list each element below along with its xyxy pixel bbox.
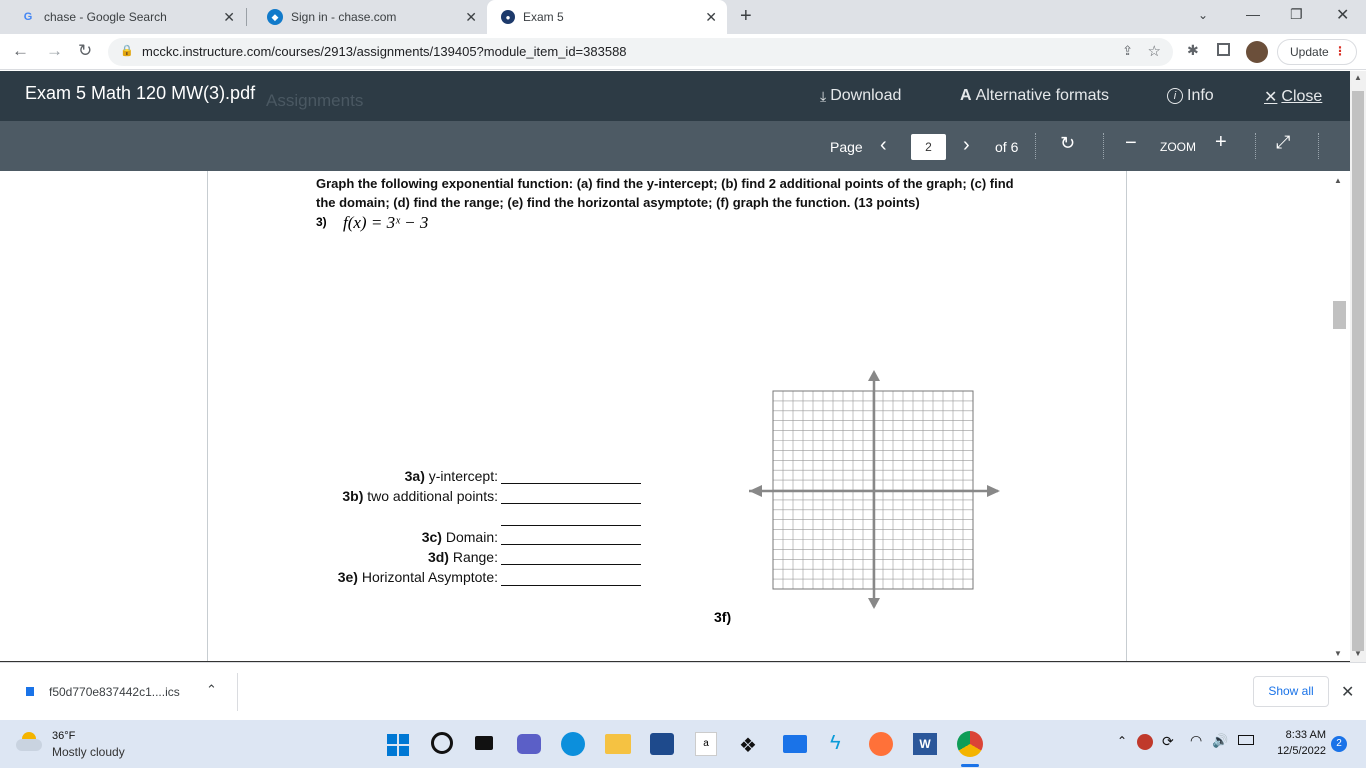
canvas-icon: ● xyxy=(501,10,515,24)
file-icon xyxy=(26,687,34,696)
answer-key: 3b) xyxy=(342,488,364,504)
store-icon[interactable] xyxy=(650,733,674,755)
update-label: Update xyxy=(1290,45,1329,59)
google-icon: G xyxy=(23,11,33,23)
clock-time[interactable]: 8:33 AM xyxy=(1285,729,1326,741)
download-file-name[interactable]: f50d770e837442c1....ics xyxy=(49,685,180,699)
chrome-icon[interactable] xyxy=(957,731,983,757)
more-menu-icon: ⋮ xyxy=(1334,44,1346,58)
task-view-icon[interactable] xyxy=(475,736,493,750)
page-number-input[interactable]: 2 xyxy=(911,134,946,160)
scroll-up-arrow-icon[interactable]: ▲ xyxy=(1334,176,1342,185)
toolbar-divider xyxy=(1255,133,1256,159)
windows-start-icon[interactable] xyxy=(387,734,409,756)
side-panel-icon[interactable] xyxy=(1217,43,1230,56)
close-button[interactable] xyxy=(1264,87,1322,107)
answer-3e xyxy=(268,569,498,585)
notification-badge[interactable]: 2 xyxy=(1331,736,1347,752)
clock-date[interactable]: 12/5/2022 xyxy=(1277,745,1326,757)
close-label: Close xyxy=(1281,88,1323,105)
page-label: Page xyxy=(830,139,863,155)
document-scrollbar[interactable] xyxy=(1330,171,1350,662)
answer-blank[interactable] xyxy=(501,525,641,526)
previous-page-icon[interactable]: ‹ xyxy=(880,134,887,156)
page-scroll-up-icon[interactable]: ▲ xyxy=(1354,73,1362,82)
close-shelf-icon[interactable]: ✕ xyxy=(1341,684,1355,701)
amazon-icon[interactable]: a xyxy=(695,732,717,756)
tab-exam-5[interactable] xyxy=(487,0,727,34)
extensions-icon[interactable]: ✱ xyxy=(1187,42,1199,58)
onedrive-sync-icon[interactable]: ⟳ xyxy=(1162,733,1174,749)
file-title: Exam 5 Math 120 MW(3).pdf xyxy=(25,83,256,103)
show-hidden-icons-icon[interactable]: ⌃ xyxy=(1117,734,1128,748)
battery-icon[interactable] xyxy=(1238,735,1254,745)
graph-label: 3f) xyxy=(714,609,732,625)
address-bar[interactable] xyxy=(108,38,1173,66)
answer-blank[interactable] xyxy=(501,564,641,565)
toolbar-divider xyxy=(1318,133,1319,159)
share-icon[interactable]: ⇪ xyxy=(1122,43,1133,58)
download-shelf xyxy=(0,662,1366,720)
page-scrollbar[interactable] xyxy=(1350,71,1366,662)
reload-icon[interactable]: ↻ xyxy=(78,41,93,60)
update-button[interactable] xyxy=(1277,39,1357,65)
teams-chat-icon[interactable] xyxy=(517,734,541,754)
viewer-toolbar xyxy=(0,121,1350,171)
problem-number: 3) xyxy=(316,215,327,229)
page-scroll-thumb[interactable] xyxy=(1352,91,1364,651)
active-app-indicator xyxy=(961,764,979,767)
search-icon[interactable] xyxy=(431,732,453,754)
tab-title: chase - Google Search xyxy=(44,10,167,24)
answer-key: 3d) xyxy=(427,549,449,565)
tab-title: Sign in - chase.com xyxy=(291,10,397,24)
answer-label: y-intercept: xyxy=(424,468,498,484)
x-axis-left-arrow xyxy=(749,485,762,497)
browser-toolbar xyxy=(0,34,1366,70)
download-label: Download xyxy=(830,87,902,104)
download-icon: ⤓ xyxy=(820,87,827,104)
page-count: of 6 xyxy=(995,139,1019,155)
info-label: Info xyxy=(1187,87,1214,104)
toolbar-divider xyxy=(1035,133,1036,159)
scroll-down-arrow-icon[interactable]: ▼ xyxy=(1334,649,1342,658)
chase-icon: ◆ xyxy=(267,9,283,25)
answer-blank[interactable] xyxy=(501,483,641,484)
pdf-page xyxy=(207,171,1127,662)
info-icon: i xyxy=(1167,88,1183,104)
alternative-formats-icon: A xyxy=(960,87,972,104)
tab-chase-signin[interactable] xyxy=(247,0,487,34)
weather-condition[interactable]: Mostly cloudy xyxy=(52,745,125,759)
toolbar-divider xyxy=(1103,133,1104,159)
lightning-app-icon[interactable]: ϟ xyxy=(830,732,841,754)
answer-3d xyxy=(308,549,498,565)
volume-icon[interactable]: 🔊 xyxy=(1212,733,1229,748)
close-tab-icon[interactable]: ✕ xyxy=(223,9,235,25)
minimize-icon[interactable]: — xyxy=(1246,6,1260,22)
tray-app-icon[interactable] xyxy=(1137,734,1153,750)
zoom-label: ZOOM xyxy=(1160,140,1196,154)
coordinate-grid xyxy=(746,367,1006,611)
download-button[interactable] xyxy=(820,87,901,105)
x-axis-right-arrow xyxy=(987,485,1000,497)
alternative-formats-label: Alternative formats xyxy=(975,87,1109,104)
answer-label: Domain: xyxy=(441,529,498,545)
answer-label: Horizontal Asymptote: xyxy=(357,569,498,585)
close-icon: ✕ xyxy=(1264,89,1278,106)
instructions-text: Graph the following exponential function: (a) find the y-intercept; (b) find 2 additional points of the graph; (c) find the domain; (d) find the range; (e) find the horizontal asymptote; (f) graph the function. (13 points) xyxy=(316,176,1014,210)
alternative-formats-button[interactable] xyxy=(960,87,1109,105)
tab-google-search[interactable] xyxy=(0,0,245,34)
answer-blank[interactable] xyxy=(501,585,641,586)
tab-search-chevron-icon[interactable]: ⌄ xyxy=(1198,8,1209,22)
mail-icon[interactable] xyxy=(783,735,807,753)
profile-avatar[interactable] xyxy=(1246,41,1268,63)
dropbox-icon[interactable]: ❖ xyxy=(739,735,757,757)
answer-key: 3c) xyxy=(421,529,442,545)
weather-icon[interactable] xyxy=(16,732,42,752)
wifi-icon[interactable]: ◠ xyxy=(1190,732,1203,748)
restore-icon[interactable]: ❐ xyxy=(1290,6,1303,22)
scroll-thumb[interactable] xyxy=(1333,301,1346,329)
tab-title: Exam 5 xyxy=(523,10,564,24)
function-expression: f(x) = 3ˣ − 3 xyxy=(343,213,429,232)
show-all-button[interactable]: Show all xyxy=(1253,676,1329,707)
close-window-icon[interactable]: ✕ xyxy=(1336,7,1350,24)
edge-icon[interactable] xyxy=(561,732,585,756)
chevron-up-icon[interactable]: ⌃ xyxy=(206,682,217,697)
back-icon[interactable]: ← xyxy=(12,41,29,60)
viewer-header xyxy=(0,71,1350,121)
tab-strip xyxy=(0,0,1366,34)
rotate-icon[interactable]: ↻ xyxy=(1060,133,1076,153)
fullscreen-icon[interactable]: ⤢ xyxy=(1276,132,1291,152)
lock-icon: 🔒 xyxy=(120,45,134,57)
y-axis-up-arrow xyxy=(868,370,880,381)
bookmark-star-icon[interactable]: ☆ xyxy=(1147,43,1161,60)
forward-icon[interactable]: → xyxy=(46,41,63,60)
next-page-icon[interactable]: › xyxy=(963,134,970,156)
y-axis-down-arrow xyxy=(868,598,880,609)
zoom-out-icon[interactable]: − xyxy=(1125,132,1137,154)
background-breadcrumb: Assignments xyxy=(266,91,364,110)
zoom-in-icon[interactable]: + xyxy=(1215,131,1227,153)
new-tab-button[interactable]: + xyxy=(740,5,752,27)
answer-3b xyxy=(268,488,498,504)
close-tab-icon[interactable]: ✕ xyxy=(705,9,717,25)
answer-blank[interactable] xyxy=(501,544,641,545)
firefox-icon[interactable] xyxy=(869,732,893,756)
answer-label: two additional points: xyxy=(363,488,498,504)
answer-key: 3e) xyxy=(337,569,358,585)
answer-blank[interactable] xyxy=(501,503,641,504)
answer-key: 3a) xyxy=(404,468,425,484)
page-scroll-down-icon[interactable]: ▼ xyxy=(1354,649,1362,658)
answer-3a xyxy=(308,468,498,484)
answer-label: Range: xyxy=(448,549,498,565)
shelf-divider xyxy=(237,673,238,711)
answer-3c xyxy=(308,529,498,545)
taskbar xyxy=(0,720,1366,768)
info-button[interactable] xyxy=(1167,87,1214,105)
close-tab-icon[interactable]: ✕ xyxy=(465,9,477,25)
word-icon[interactable]: W xyxy=(913,733,937,755)
url-text[interactable]: mcckc.instructure.com/courses/2913/assignments/139405?module_item_id=383588 xyxy=(142,44,627,59)
file-explorer-icon[interactable] xyxy=(605,734,631,754)
weather-temp[interactable]: 36°F xyxy=(52,730,76,742)
